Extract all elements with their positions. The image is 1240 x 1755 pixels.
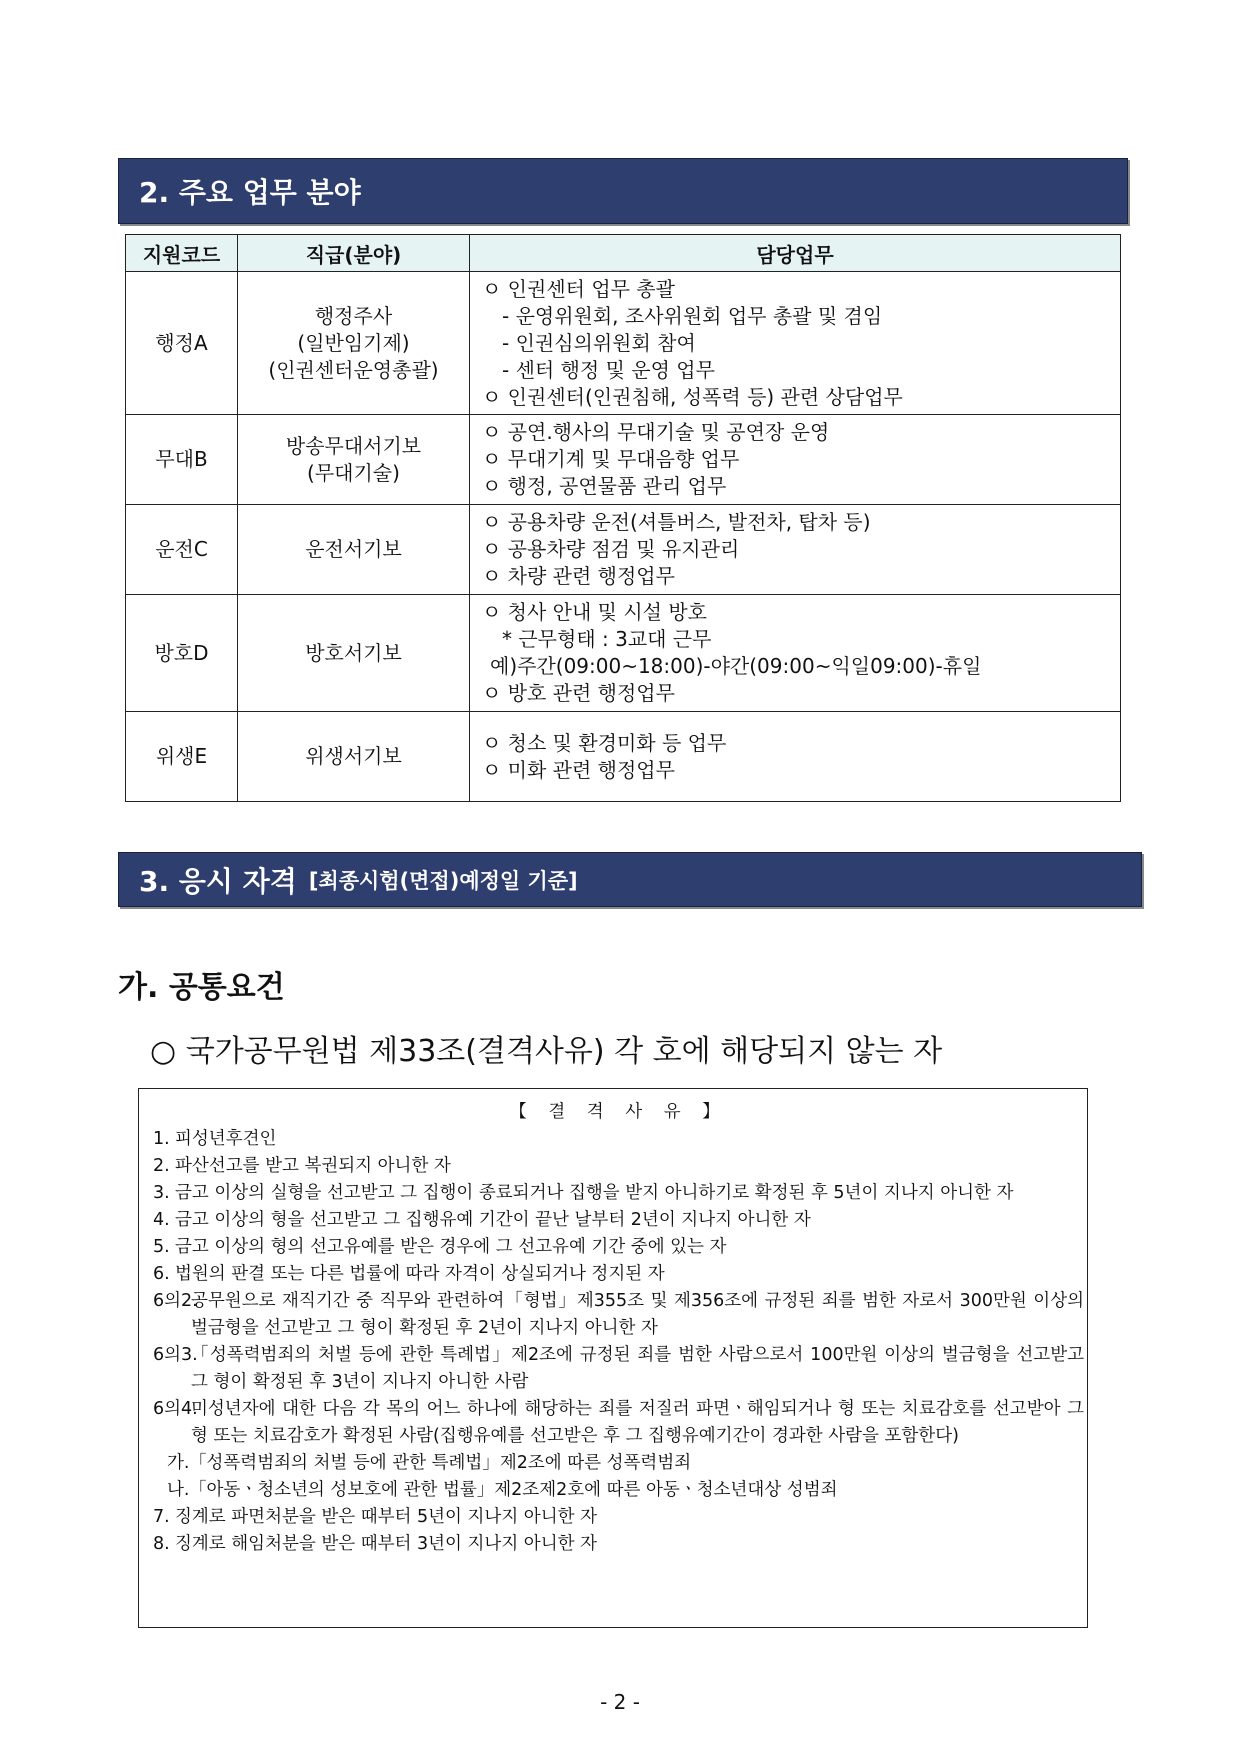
grade-line: 방송무대서기보 (285, 433, 422, 458)
item-text: 파산선고를 받고 복권되지 아니한 자 (175, 1156, 451, 1176)
section-3-subtitle: [최종시험(면접)예정일 기준] (308, 868, 578, 893)
item-text: 금고 이상의 형의 선고유예를 받은 경우에 그 선고유예 기간 중에 있는 자 (175, 1237, 727, 1257)
common-requirement-item: ○ 국가공무원법 제33조(결격사유) 각 호에 해당되지 않는 자 (150, 1034, 943, 1069)
list-item (167, 1450, 1084, 1477)
duty-line: ㅇ 청소 및 환경미화 등 업무 (482, 730, 727, 755)
item-number: 나. (167, 1480, 190, 1500)
list-item (153, 1234, 1084, 1261)
duty-line: ㅇ 공용차량 점검 및 유지관리 (482, 537, 740, 561)
grade-line: (일반임기제) (297, 330, 410, 355)
support-code: 위생E (126, 712, 238, 802)
duty-line: ㅇ 청사 안내 및 시설 방호 (482, 600, 707, 624)
section-2-title: 2. 주요 업무 분야 (139, 176, 361, 209)
grade-cell (238, 595, 470, 712)
item-text: 징계로 파면처분을 받은 때부터 5년이 지나지 아니한 자 (175, 1507, 597, 1527)
grade-cell (238, 712, 470, 802)
list-item (153, 1126, 1084, 1153)
duty-table (125, 234, 1121, 802)
grade-line: 운전서기보 (305, 537, 402, 561)
duty-line: ㅇ 미화 관련 행정업무 (482, 757, 675, 782)
item-number: 2. (153, 1156, 170, 1176)
duties-cell (470, 415, 1121, 505)
disqualification-title: 【 결 격 사 유 】 (509, 1102, 728, 1122)
item-number: 6의3. (153, 1345, 198, 1365)
list-item (153, 1342, 1084, 1396)
table-row (126, 272, 1121, 415)
grade-line: 방호서기보 (305, 640, 402, 665)
support-code: 운전C (126, 505, 238, 595)
item-text: 「성폭력범죄의 처벌 등에 관한 특례법」제2조에 따른 성폭력범죄 (189, 1453, 692, 1473)
common-requirements-title: 가. 공통요건 (118, 970, 285, 1005)
duties-cell (470, 712, 1121, 802)
list-item (153, 1288, 1084, 1342)
duty-line: ㅇ 인권센터 업무 총괄 (482, 276, 675, 301)
grade-cell (238, 415, 470, 505)
item-number: 8. (153, 1534, 170, 1554)
column-header-code: 지원코드 (126, 235, 238, 272)
item-text: 징계로 해임처분을 받은 때부터 3년이 지나지 아니한 자 (175, 1534, 597, 1554)
grade-cell (238, 272, 470, 415)
duty-line: ㅇ 무대기계 및 무대음향 업무 (482, 447, 740, 471)
duty-line: ㅇ 방호 관련 행정업무 (482, 681, 675, 705)
item-number: 7. (153, 1507, 170, 1527)
support-code: 행정A (126, 272, 238, 415)
grade-line: (인권센터운영총괄) (268, 357, 439, 382)
list-item (153, 1207, 1084, 1234)
item-text: 법원의 판결 또는 다른 법률에 따라 자격이 상실되거나 정지된 자 (175, 1264, 665, 1284)
duties-cell (470, 505, 1121, 595)
duties-cell (470, 272, 1121, 415)
table-header-row (126, 235, 1121, 272)
section-3-heading (118, 852, 1142, 907)
list-item (153, 1261, 1084, 1288)
duties-cell (470, 595, 1121, 712)
duty-line: - 인권심의위원회 참여 (502, 330, 696, 355)
table-row (126, 505, 1121, 595)
grade-line: 위생서기보 (305, 744, 402, 768)
section-3-title: 3. 응시 자격 (139, 864, 297, 898)
disqualification-box (138, 1088, 1088, 1628)
section-2-heading (118, 158, 1128, 224)
list-item (167, 1477, 1084, 1504)
duty-line: * 근무형태 : 3교대 근무 (502, 627, 712, 651)
grade-line: (무대기술) (307, 460, 400, 485)
item-text: 피성년후견인 (175, 1129, 277, 1149)
support-code: 방호D (126, 595, 238, 712)
item-text: 「아동ㆍ청소년의 성보호에 관한 법률」제2조제2호에 따른 아동ㆍ청소년대상 성범죄 (189, 1480, 838, 1500)
duty-line: - 운영위원회, 조사위원회 업무 총괄 및 겸임 (502, 303, 883, 328)
page-number: - 2 - (600, 1690, 640, 1714)
duty-line: 예)주간(09:00~18:00)-야간(09:00~익일09:00)-휴일 (490, 654, 982, 678)
duty-line: ㅇ 인권센터(인권침해, 성폭력 등) 관련 상담업무 (482, 384, 903, 409)
support-code: 무대B (126, 415, 238, 505)
item-number: 6의2. (153, 1291, 198, 1311)
list-item (153, 1504, 1084, 1531)
item-number: 5. (153, 1237, 170, 1257)
column-header-grade: 직급(분야) (238, 235, 470, 272)
list-item (153, 1531, 1084, 1558)
duty-line: ㅇ 공용차량 운전(셔틀버스, 발전차, 탑차 등) (482, 510, 871, 534)
item-number: 1. (153, 1129, 170, 1149)
item-text: 미성년자에 대한 다음 각 목의 어느 하나에 해당하는 죄를 저질러 파면ㆍ해임되거나 형 또는 치료감호를 선고받아 그 형 또는 치료감호가 확정된 사람(집행유예를 선고받은 후 그 집행유예기간이 경과한 사람을 포함한다) (191, 1399, 1084, 1446)
list-item (153, 1153, 1084, 1180)
disqualification-list (153, 1126, 1084, 1558)
item-text: 금고 이상의 형을 선고받고 그 집행유예 기간이 끝난 날부터 2년이 지나지 아니한 자 (175, 1210, 811, 1230)
table-row (126, 595, 1121, 712)
table-row (126, 712, 1121, 802)
column-header-duties: 담당업무 (470, 235, 1121, 272)
item-text: 금고 이상의 실형을 선고받고 그 집행이 종료되거나 집행을 받지 아니하기로 확정된 후 5년이 지나지 아니한 자 (175, 1183, 1014, 1203)
item-number: 3. (153, 1183, 170, 1203)
item-text: 공무원으로 재직기간 중 직무와 관련하여「형법」제355조 및 제356조에 규정된 죄를 범한 자로서 300만원 이상의 벌금형을 선고받고 그 형이 확정된 후 2년이 지나지 아니한 자 (191, 1291, 1084, 1338)
item-number: 6. (153, 1264, 170, 1284)
grade-cell (238, 505, 470, 595)
item-number: 4. (153, 1210, 170, 1230)
list-item (153, 1396, 1084, 1450)
item-number: 가. (167, 1453, 190, 1473)
list-item (153, 1180, 1084, 1207)
table-row (126, 415, 1121, 505)
duty-line: ㅇ 차량 관련 행정업무 (482, 564, 675, 588)
duty-line: ㅇ 공연.행사의 무대기술 및 공연장 운영 (482, 420, 830, 444)
grade-line: 행정주사 (314, 303, 393, 328)
duty-line: ㅇ 행정, 공연물품 관리 업무 (482, 474, 727, 498)
item-text: 「성폭력범죄의 처벌 등에 관한 특례법」제2조에 규정된 죄를 범한 사람으로서 100만원 이상의 벌금형을 선고받고 그 형이 확정된 후 3년이 지나지 아니한 사람 (191, 1345, 1084, 1392)
item-number: 6의4. (153, 1399, 198, 1419)
duty-line: - 센터 행정 및 운영 업무 (502, 357, 715, 382)
